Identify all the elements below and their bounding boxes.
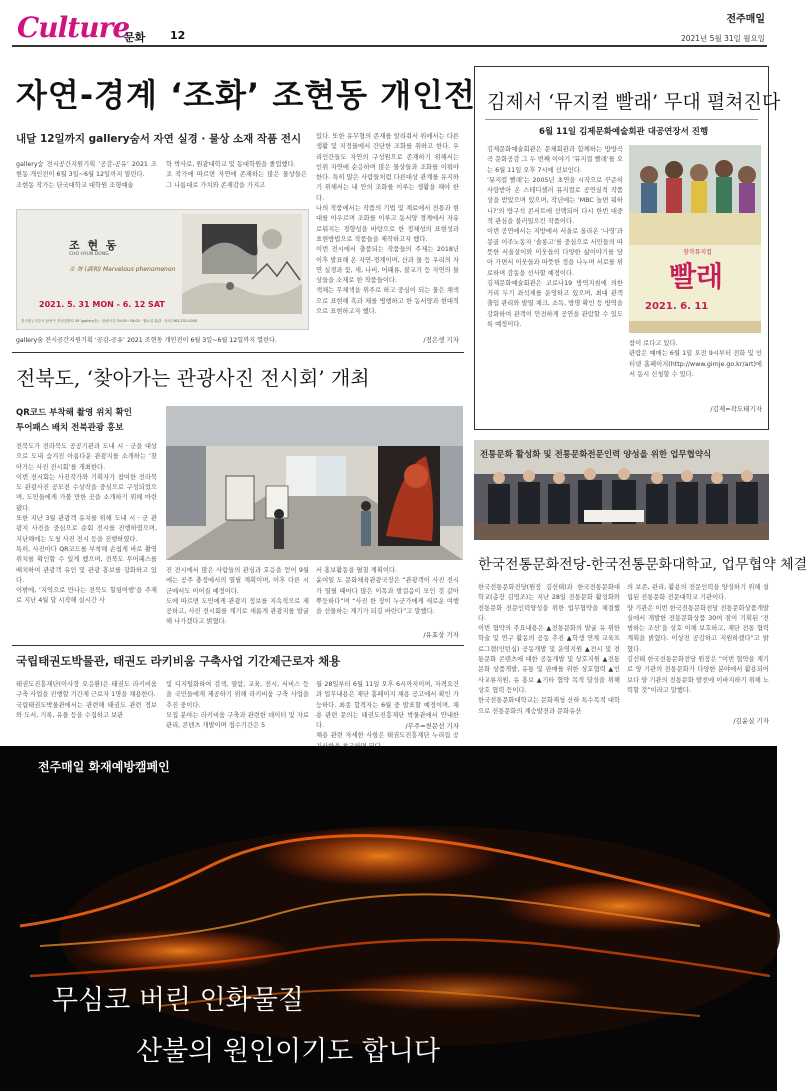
article-credit: /정은생 기자 (423, 336, 459, 344)
poster-name: 조 현 동 (69, 239, 119, 252)
divider-2 (12, 645, 464, 646)
article-column-2: 및 디지털화하여 검색, 열람, 교육, 전시, 서비스 등을 국민들에게 제공하기 위해 라키비움 구축 사업을 추진 중이다. 모집 분야는 라키비움 구축과 관련한 데이터 및 자료 관리, 콘텐츠 개발이며 접수기간은 5 (166, 681, 309, 730)
article-title: 전북도, ‘찾아가는 관광사진 전시회’ 개최 (16, 366, 370, 390)
article-column-1: 태권도진흥재단(이사장 오응환)은 태권도 라키비움 구축 사업을 진행할 기간제 근로자 1명을 채용한다. 국립태권도박물관에서는 관련해 태권도 관련 정보와 도서, 기록, 유물 등을 수집하고 보관 (16, 681, 157, 719)
article-musical-box (474, 66, 781, 430)
article-column-1: 한국전통문화전당(원장 김선태)과 한국전통문화대학교(총장 김영조)는 지난 28일 전통문화 활성화와 전통문화 전문인력양성을 위한 업무협약을 체결했다. 이번 협약의 주요내용은 ▲전통문화의 발굴 유 위한 학술 및 연구 활동의 공동 추진 ▲학생 연계 교육프로그램(인턴십) 공동개발 및 운영지원 ▲전시 및 전통문화 콘텐츠에 대한 공동개발 및 상호지원 ▲전통문화 상품개발, 유통 및 판매를 위한 상호협력 ▲인사교류지원, 유 홍보 ▲기타 협약 목적 달성을 위해 상호 협력 등이다. 한국전통문화대학교는 문화재청 산하 특수목적 대학으로 전통문화의 계승발전과 문화유산 (478, 584, 620, 715)
article-title: 한국전통문화전당-한국전통문화대학교, 업무협약 체결 (478, 557, 807, 573)
article-column-3: 월 28일부터 6월 11일 오후 6시까지이며, 자격요건과 업무내용은 재단 홈페이지 채용 공고에서 확인 가능하다. 최종 합격자는 6월 중 발표할 예정이며, 채용 관련 문의는 태권도진흥재단 박물관에서 안내한다. 채용 관련 자세한 사항은 태권도진흥재단 누리집 공 (316, 681, 459, 740)
article-column-3: 서 홍보활동을 펼칠 계획이다. 윤여일 도 문화체육관광국장은 “관광객이 사진 전시가 열릴 때마다 많은 이목과 발걸음이 모인 것 같아 뿌듯하다”며 “사진 한 장이 누군가에게 새로운 여행을 선물하는 계기가 되길 바란다”고 말했다. (316, 567, 459, 616)
poster-label: 조 화 (調和) Marvelous phenomenon (69, 266, 176, 273)
article-title: 김제서 ‘뮤지컬 빨래’ 무대 펼쳐진다 (487, 91, 781, 113)
poster-title: 빨래 (669, 260, 724, 293)
section-title-en: Culture (17, 11, 130, 44)
section-title-ko: 문화 (124, 31, 146, 44)
poster-caption: gallery숨 전시공간지원기획 ‘공감-공유’ 2021 조현동 개인전이 6월 3일~6월 12일까지 열린다. (16, 337, 277, 344)
poster-tag: 창작뮤지컬 (683, 249, 712, 256)
article-column-1: gallery숨 전시공간지원기획 ‘공감-공유’ 2021 조현동 개인전이 6월 3일~6월 12일까지 열린다. 조현동 작가는 단국대학교 대학원 조형예술 (16, 161, 157, 189)
exhibition-photo (166, 406, 463, 560)
agreement-banner: 전통문화 활성화 및 전통문화전문인력 양성을 위한 업무협약식 (480, 450, 712, 460)
agreement-photo (474, 440, 769, 540)
page-number: 12 (170, 29, 186, 42)
article-subtitle: 6월 11일 김제문화예술회관 대공연장서 진행 (539, 127, 709, 137)
article-column-2: 진 전시에서 많은 사람들의 관심과 호응을 얻어 9월에는 공주 충정에서의 열릴 계획이며, 이후 다른 시군에서도 이어질 예정이다. 도에 따르면 도민에게 관광지 정보를 지속적으로 제공하고, 사진 전시회를 계기로 새롭게 관광지를 발굴해 나가겠다고 밝혔다. (166, 567, 309, 626)
divider-1 (12, 352, 464, 353)
article-title: 자연-경계 ‘조화’ 조현동 개인전 (16, 76, 476, 114)
masthead-rule (12, 45, 767, 47)
fire-prevention-ad (0, 746, 777, 1091)
poster-artwork (182, 214, 302, 314)
article-credit: /김윤실 기자 (733, 717, 769, 725)
article-credit: /무주=천문선 기자 (405, 722, 459, 730)
issue-date: 2021년 5월 31일 월요일 (680, 34, 765, 43)
campaign-line-1: 무심코 버린 인화물질 (52, 985, 304, 1016)
campaign-line-2: 산불의 원인이기도 합니다 (136, 1036, 441, 1067)
poster-crowd (629, 145, 761, 245)
poster-date: 2021. 6. 11 (645, 301, 709, 312)
article-column-2: 학 박사로, 원광대학교 및 동대학원을 졸업했다. 조 작가에 따르면 자연에 존재하는 많은 물상들은 그 나름대로 가치와 존재감을 가지고 (166, 161, 307, 189)
article-column-1: 김제문화예술회관은 문체회관과 함께하는 방방곡곡 문화공감 그 두 번째 이야기 ‘뮤지컬 빨래’를 오는 6월 11일 오후 7시에 선보인다. ‘뮤지컬 빨래’는 2005년 초연을 시작으로 꾸준히 사랑받아 온 스테디셀러 뮤지컬로 공연실적 작품상을 받았으며 있으며, 작년에는 ‘MBC 놀면 뭐하니?’의 방구석 콘서트에 선택되어 다시 한번 대중적 관심을 불러일으킨 작품이다. 이번 공연에서는 지방에서 서울로 올라온 ‘나영’과 몽골 이주노동자 ‘솔롱고’를 중심으로 서민들의 따뜻한 서울살이와 이웃들의 다양한 삶이야기를 담아 가면서 이웃들과 따뜻한 정을 나누며 서로를 위로하며 감동을 선사할 예정이다. 김제문화예술회관은 코로나19 방역지침에 의한 거리 두기 좌석제를 운영하고 있으며, 최대 관객 출입 관리와 발열 체크, 소독, 방명 확인 등 방역을 강화하여 관객이 안전하게 공연을 관람할 수 있도록 예정이다. (487, 146, 623, 329)
corridor-scene (166, 406, 463, 560)
article-subtitle: 내달 12일까지 gallery숨서 자연 실경 · 물상 소재 작품 전시 (16, 133, 302, 145)
musical-poster (629, 145, 761, 333)
article-column-3: 있다. 또한 유무형의 존재를 알려줘서 위에서는 다른 생활 및 지정물에서 간단한 조화를 취하고 한다. 우리인간들도 자연의 구성원으로 존재하기 위해서는 인위 자연에 순응하며 많은 물상들과 조화를 이뤄야한다. 특히 많은 사람들처럼 다른대상 관계를 유지하기 위해서는 내 안의 조화를 이루는 생활을 해야 한다. 나의 작품에서는 작품의 기법 및 재료에서 전통과 현대를 아우르며 조화를 이루고 동서양 경계에서 자유로워지는 경향성을 바탕으로 한 정체성의 표현성과 표현방법으로 작품들을 제작하고자 했다. 이번 전시에서 출품되는 작품들의 주제는 2018년 이후 발표해 온 자연-경계이며, 산과 물 등 우리의 자연 실경과 꽃, 새, 나비, 어패류, 불교기 등 자연의 물상들을 소재로 한 작품들이다. 색채는 무채색을 위주로 하고 중심이 되는 물은 채색으로 표현해 흑과 채를 병행하고 한 동서양과 현대적으로 표현하고자 했다. (316, 133, 459, 316)
poster-info: 전시장 | 전주시 완산구 전라감영로 55 (gallery숨) · 관람시간 10:00~18:00 · 월요일 휴관 · 문의 063-232-0000 (21, 319, 198, 323)
article-column-2: 참이 로다고 있다. 관람은 예매는 6월 1일 오전 9시부터 전화 및 인터넷 홈페이지(http://www.gimje.go.kr/art)에서 동시 신청할 수 있다. (629, 340, 762, 378)
article-subtitle-1: QR코드 부착해 촬영 위치 확인 (16, 408, 132, 418)
campaign-label: 전주매일 화재예방캠페인 (38, 760, 170, 774)
article-credit: /김제=곽도태기자 (710, 405, 762, 413)
article-column-2: 의 보존, 관리, 활용의 전문인력을 양성하기 위해 설립된 전통문화 전문대학교 기관이다. 양 기관은 이번 한국전통문화전당 전통문화상품개발실에서 개발한 전통문화상품 30여 점이 기획된 ‘전범하는 조선’을 상호 이해 보호하고, 재단 전통 협력 계획을 밝혔다. 이상전 공감하고 지원하겠다”고 밝혔다. 김선태 한국전통문화전당 원장은 “이번 협약을 계기로 양 기관의 전통문화가 다양한 분야에서 활용되어 보다 양 기관의 전통문화 발전에 이바지하기 위해 노력할 것”이라고 말했다. (627, 584, 769, 694)
article-credit: /유효상 기자 (423, 631, 459, 639)
box-title-rule (485, 119, 758, 120)
masthead (0, 0, 777, 50)
poster-name-en: CHO HYUN DONG (69, 252, 109, 257)
poster-dates: 2021. 5. 31 MON - 6. 12 SAT (39, 300, 165, 309)
article-column-1: 전북도가 전라북도 공공기관과 도내 시 · 군을 대상으로 도내 숨겨진 아름다운 관광지를 소개하는 ‘찾아가는 사진 전시회’를 개최한다. 이번 전시회는 사진작가와 기획자가 참여한 전라북도 관광사진 공모전 수상작을 중심으로 구성되었으며, 도민들에게 가볼 만한 곳을 소개하기 위해 마련됐다. 또한 지난 3월 관광객 유치를 위해 도내 시 · 군 관광지 사진을 중심으로 순회 전시를 진행하였으며, 지난해에는 도청 사진 전시 등을 진행하였다. 특히, 사진마다 QR코드를 부착해 손쉽게 바로 촬영 위치를 확인할 수 있게 했으며, 전북도 투어패스를 배치하여 관광객 유인 및 관광 홍보를 강화하고 있다. 이밖에, ‘지역으로 만나는 전북도 힐링여행’을 주제로 지난 4월 달 시작해 실시간 사 (16, 443, 157, 605)
article-subtitle-2: 투어패스 배치 전북관광 홍보 (16, 423, 124, 433)
exhibition-poster (16, 209, 309, 330)
paper-name: 전주매일 (726, 14, 765, 25)
poster-footer-bar (629, 321, 761, 333)
article-title: 국립태권도박물관, 태권도 라키비움 구축사업 기간제근로자 채용 (16, 654, 341, 668)
